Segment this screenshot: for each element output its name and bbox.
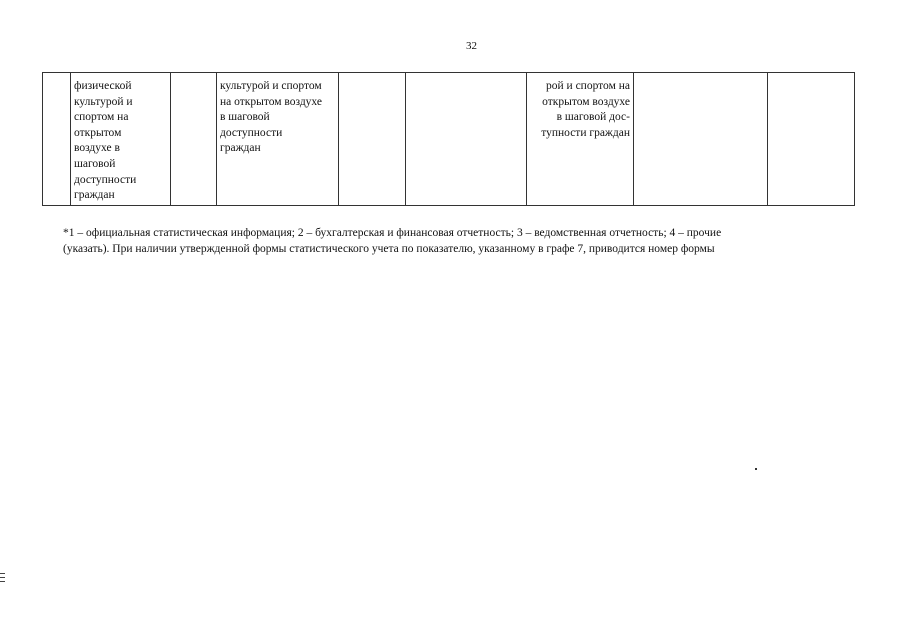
scan-edge-mark (0, 577, 5, 578)
table-cell-col1 (43, 73, 71, 206)
table-cell-col9 (768, 73, 855, 206)
table-cell-col7: рой и спортом на открытом воздухе в шаговой дос- тупности граждан (527, 73, 634, 206)
footnote (63, 226, 823, 257)
page-number: 32 (466, 40, 477, 52)
scan-dot (755, 468, 757, 470)
table-cell-col4: культурой и спортом на открытом воздухе в шаговой доступности граждан (217, 73, 339, 206)
scan-edge-mark (0, 581, 5, 582)
table-cell-col6 (406, 73, 527, 206)
table-cell-col3 (171, 73, 217, 206)
table-cell-col5 (339, 73, 406, 206)
table-row (43, 73, 855, 206)
table-cell-col8 (634, 73, 768, 206)
scan-edge-mark (0, 573, 5, 574)
footnote-line-2: (указать). При наличии утвержденной формы статистического учета по показателю, указанному в графе 7, приводится номер формы (63, 242, 715, 255)
footnote-line-1: *1 – официальная статистическая информация; 2 – бухгалтерская и финансовая отчетность; 3 – ведомственная отчетность; 4 – прочие (63, 227, 722, 239)
continuation-table (42, 72, 855, 206)
table-cell-col2: физической культурой и спортом на открытом воздухе в шаговой доступности граждан (71, 73, 171, 206)
